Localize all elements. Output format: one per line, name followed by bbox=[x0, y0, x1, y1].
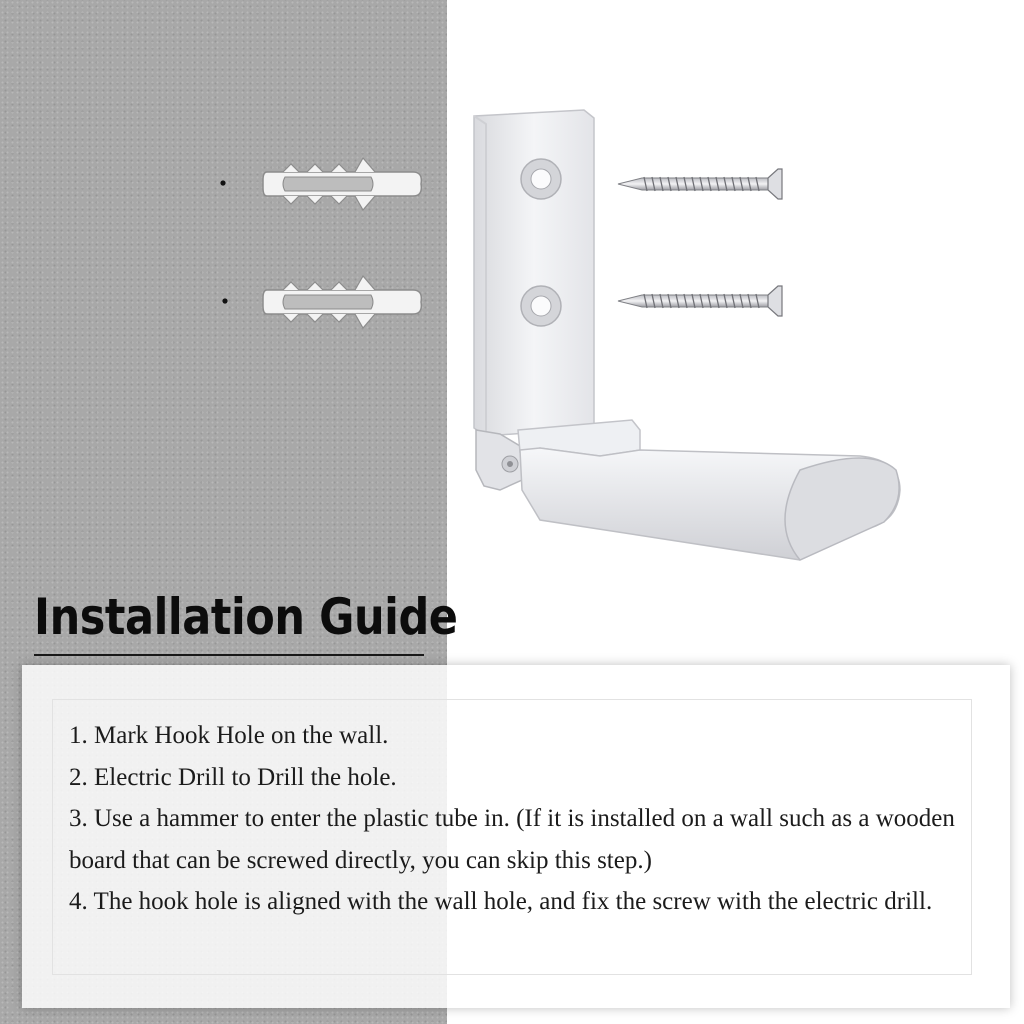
instructions-card bbox=[22, 665, 1010, 1008]
step-4: 4. The hook hole is aligned with the wall hole, and fix the screw with the electric drill. bbox=[69, 888, 933, 915]
page-title: Installation Guide bbox=[34, 588, 458, 646]
wall-hole-top bbox=[220, 180, 225, 185]
hook-arm bbox=[518, 420, 900, 560]
step-3: 3. Use a hammer to enter the plastic tube in. (If it is installed on a wall such as a wooden board that can be screwed directly, you can skip this step.) bbox=[69, 805, 955, 874]
step-2: 2. Electric Drill to Drill the hole. bbox=[69, 763, 397, 791]
screw-top bbox=[618, 169, 782, 199]
title-underline bbox=[34, 654, 424, 656]
step-list bbox=[69, 715, 959, 923]
wall-anchor-bottom bbox=[263, 276, 421, 328]
wall-hole-bottom bbox=[222, 298, 227, 303]
hook-hinge bbox=[476, 430, 522, 490]
screw-bottom bbox=[618, 286, 782, 316]
hook-back-plate bbox=[474, 110, 594, 436]
step-1: 1. Mark Hook Hole on the wall. bbox=[69, 722, 389, 749]
wall-anchor-top bbox=[263, 158, 421, 210]
